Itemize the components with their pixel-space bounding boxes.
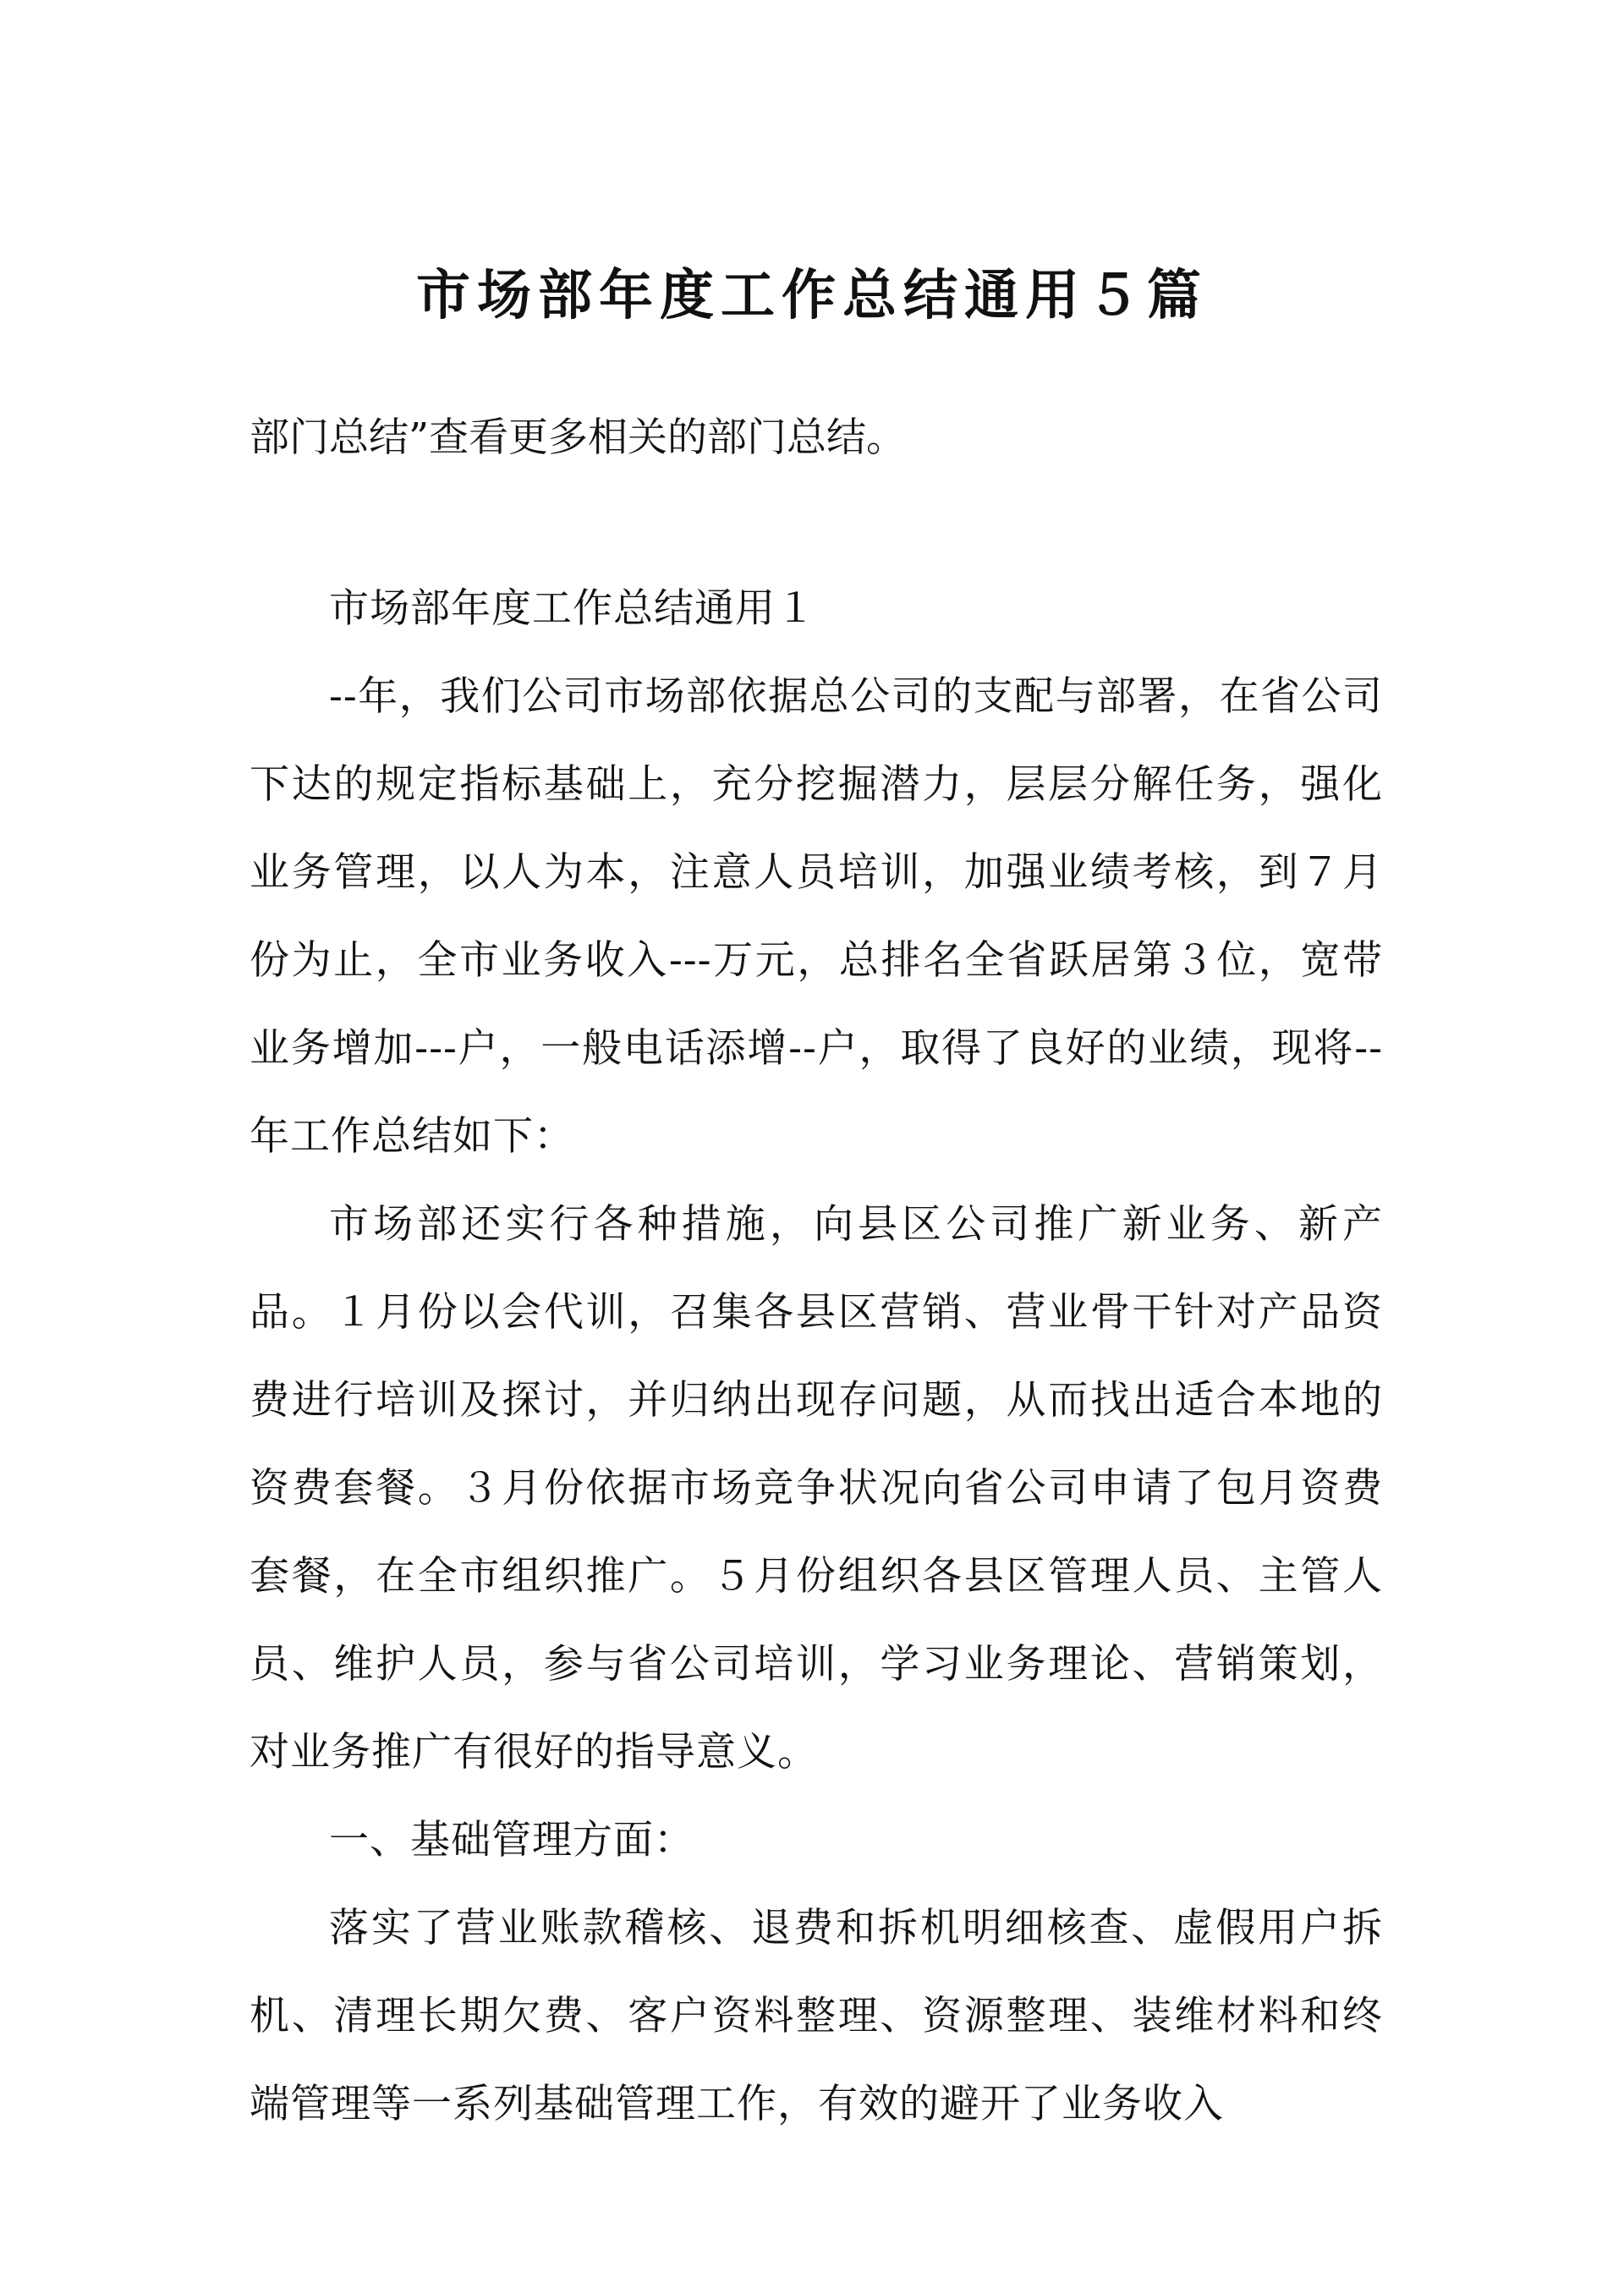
paragraph: 市场部还实行各种措施，向县区公司推广新业务、新产品。１月份以会代训，召集各县区营销、营业骨干针对产品资费进行培训及探讨，并归纳出现存问题，从而找出适合本地的资费套餐。３月份依据市场竞争状况向省公司申请了包月资费套餐，在全市组织推广。５月份组织各县区管理人员、主管人员、维护人员，参与省公司培训，学习业务理论、营销策划，对业务推广有很好的指导意义。 xyxy=(250,1201,1383,1775)
document-body xyxy=(250,565,1383,2149)
intro-line: 部门总结”查看更多相关的部门总结。 xyxy=(250,414,907,461)
section-heading: 市场部年度工作总结通用１ xyxy=(329,585,816,632)
subsection-heading: 一、基础管理方面： xyxy=(329,1817,694,1863)
paragraph: --年，我们公司市场部依据总公司的支配与部署，在省公司下达的规定指标基础上，充分挖掘潜力，层层分解任务，强化业务管理，以人为本，注意人员培训，加强业绩考核，到７月份为止，全市业务收入---万元，总排名全省跃居第３位，宽带业务增加---户，一般电话添增--户，取得了良好的业绩，现将--年工作总结如下： xyxy=(250,673,1383,1160)
paragraph: 落实了营业账款稽核、退费和拆机明细核查、虚假用户拆机、清理长期欠费、客户资料整理、资源整理、装维材料和终端管理等一系列基础管理工作，有效的避开了业务收入 xyxy=(250,1905,1383,2127)
document-title: 市场部年度工作总结通用５篇 xyxy=(416,264,1208,327)
